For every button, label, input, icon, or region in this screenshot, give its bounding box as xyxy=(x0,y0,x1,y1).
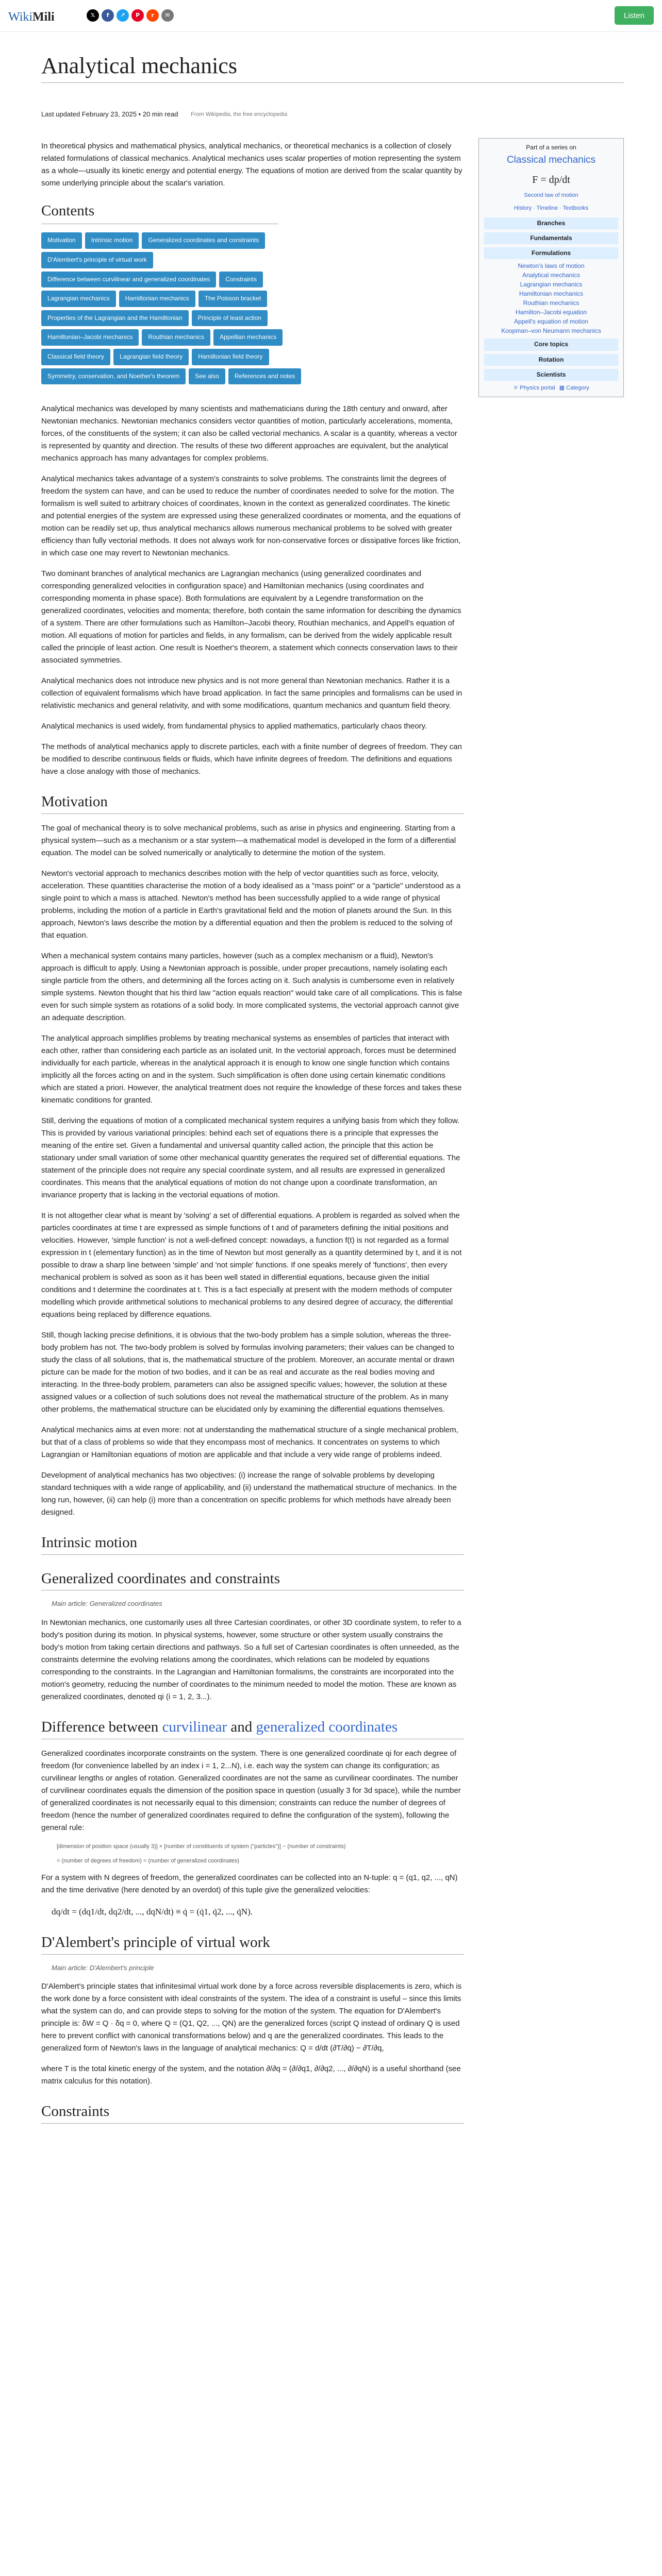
toc-item[interactable]: Hamiltonian mechanics xyxy=(119,291,195,307)
sidebar-links[interactable]: History · Timeline · Textbooks xyxy=(514,205,589,212)
paragraph: The methods of analytical mechanics apply to discrete particles, each with a finite number of degrees of freedom. They can be modified to describe continuous fields or fluids, which have infinite degrees of freedom. The definitions and equations have a close analogy with those of mechanics. xyxy=(41,742,462,776)
portal-link[interactable]: ⚛ Physics portal xyxy=(513,384,555,391)
paragraph: Still, though lacking precise definitions, it is obvious that the two-body problem has a simple solution, whereas the three-body problem has not. The two-body problem is solved by formulas involving parameters; their values can be changed to study the class of all solutions, that is, the mathematical structure of the problem. Moreover, an accurate mental or drawn picture can be made for the motion of two bodies, and it can be as real and accurate as the real bodies moving and interacting. In the three-body problem, parameters can also be assigned specific values; however, the solution at these assigned values or a collection of such solutions does not reveal the mathematical structure of the problem. As in many other problems, the mathematical structure can be elucidated only by examining the differential equations themselves. xyxy=(41,1330,455,1414)
paragraph: Two dominant branches of analytical mechanics are Lagrangian mechanics (using generalized coordinates and corresponding generalized velocities in configuration space) and Hamiltonian mechanics (using coordinates and corresponding momenta in phase space). Both formulations are equivalent by a Legendre transformation on the generalized coordinates, velocities and momenta; therefore, both contain the same information for describing the dynamics of a system. There are other formulations such as Hamilton–Jacobi theory, Routhian mechanics, and Appell's equation of motion. All equations of motion for particles and fields, in any formalism, can be derived from the widely applicable result called the principle of least action. One result is Noether's theorem, a statement which connects conservation laws to their associated symmetries. xyxy=(41,569,461,665)
sidebar-item[interactable]: Newton's laws of motion xyxy=(518,262,585,270)
toc-item[interactable]: Hamiltonian field theory xyxy=(192,349,269,365)
sidebar-item[interactable]: Appell's equation of motion xyxy=(514,318,588,326)
toc-item[interactable]: Lagrangian field theory xyxy=(113,349,189,365)
paragraph: Still, deriving the equations of motion of a complicated mechanical system requires a unifying basis from which they follow. This is provided by various variational principles: behind each set of equations there is a principle that expresses the meaning of the entire set. Given a fundamental and universal quantity called action, the principle that this action be stationary under small variation of some other mechanical quantity generates the required set of differential equations. The statement of the principle does not require any special coordinate system, and all results are expressed in generalized coordinates. This means that the analytical equations of motion do not change upon a coordinate transformation, an invariance property that is lacking in the vectorial equations of motion. xyxy=(41,1116,460,1199)
velocity-equation: dq/dt = (dq1/dt, dq2/dt, ..., dqN/dt) ≡ q̇ = (q̇1, q̇2, ..., q̇N). xyxy=(52,1906,253,1917)
sidebar-item[interactable]: Hamilton–Jacobi equation xyxy=(515,309,587,316)
paragraph: Analytical mechanics aims at even more: not at understanding the mathematical structure of a single mechanical problem, but that of a class of problems so wide that they encompass most of mechanics. It concentrates on systems to which Lagrangian or Hamiltonian equations of motion are applicable and that include a very wide range of problems indeed. xyxy=(41,1425,458,1459)
heading-dalembert: D'Alembert's principle of virtual work xyxy=(41,1933,464,1955)
toc-item[interactable]: Generalized coordinates and constraints xyxy=(142,232,265,249)
toc-item[interactable]: Routhian mechanics xyxy=(142,329,210,346)
share-icon[interactable]: ↗ xyxy=(117,9,129,22)
sidebar-part-of: Part of a series on xyxy=(526,144,576,151)
article-content xyxy=(41,140,464,2132)
heading-intrinsic-motion: Intrinsic motion xyxy=(41,1533,464,1555)
series-sidebar xyxy=(478,138,624,397)
paragraph: The goal of mechanical theory is to solve mechanical problems, such as arise in physics and engineering. Starting from a physical system—such as a mechanism or a star system—a mathematical model is developed in the form of a differential equation. The model can be solved numerically or analytically to determine the motion of the system. xyxy=(41,823,456,857)
category-icon: ▦ xyxy=(559,384,565,391)
generalized-link[interactable]: generalized coordinates xyxy=(256,1719,398,1735)
lead-paragraph: In theoretical physics and mathematical physics, analytical mechanics, or theoretical mechanics is a collection of closely related formulations of classical mechanics. Analytical mechanics uses scalar properties of motion representing the system as a whole—usually its kinetic energy and potential energy. The equations of motion are derived from the scalar quantity by some underlying principle about the scalar's variation. xyxy=(41,142,462,188)
social-share-bar xyxy=(87,9,174,22)
toc-item[interactable]: Classical field theory xyxy=(41,349,110,365)
toc-item[interactable]: Hamiltonian–Jacobi mechanics xyxy=(41,329,139,346)
toc-item[interactable]: Appellian mechanics xyxy=(213,329,283,346)
table-of-contents xyxy=(41,232,309,384)
sidebar-equation: F = dp/dt xyxy=(532,174,570,185)
toc-item[interactable]: The Poisson bracket xyxy=(198,291,267,307)
title-divider xyxy=(41,82,624,83)
toc-item[interactable]: Lagrangian mechanics xyxy=(41,291,116,307)
toc-item[interactable]: Motivation xyxy=(41,232,82,249)
sidebar-item[interactable]: Routhian mechanics xyxy=(523,299,580,307)
category-link[interactable]: ▦ Category xyxy=(559,384,589,391)
intro-section xyxy=(41,403,464,778)
paragraph: For a system with N degrees of freedom, the generalized coordinates can be collected into an N-tuple: q = (q1, q2, ..., qN) and the time derivative (here denoted by an overdot) of this tuple give the generalized velocities: xyxy=(41,1873,458,1894)
paragraph: Analytical mechanics is used widely, from fundamental physics to applied mathematics, particularly chaos theory. xyxy=(41,722,427,731)
email-icon[interactable]: ✉ xyxy=(161,9,174,22)
paragraph: where T is the total kinetic energy of the system, and the notation ∂/∂q = (∂/∂q1, ∂/∂q2, ..., ∂/∂qN) is a useful shorthand (see matrix calculus for this notation). xyxy=(41,2064,461,2086)
toc-item[interactable]: Principle of least action xyxy=(192,310,268,327)
paragraph: Newton's vectorial approach to mechanics describes motion with the help of vector quantities such as force, velocity, acceleration. These quantities characterise the motion of a body idealised as a "mass point" or a "particle" understood as a single point to which a mass is attached. Newton's method has been successfully applied to a wide range of physical problems, including the motion of a particle in Earth's gravitational field and the motion of planets around the Sun. In this approach, Newton's laws describe the motion by a differential equation and then the problem is reduced to the solving of that equation. xyxy=(41,869,461,940)
heading-generalized-coordinates: Generalized coordinates and constraints xyxy=(41,1569,464,1591)
site-logo[interactable]: WikiMili xyxy=(8,10,55,24)
paragraph: D'Alembert's principle states that infinitesimal virtual work done by a force across reversible displacements is zero, which is the work done by a force consistent with ideal constraints of the system. The idea of a constraint is useful – since this limits what the system can do, and can provide steps to solving for the motion of the system. The equation for D'Alembert's principle is: δW = Q · δq = 0, where Q = (Q1, Q2, ..., QN) are the generalized forces (script Q instead of ordinary Q is used here to prevent conflict with canonical transformations below) and q are the generalized coordinates. This leads to the generalized form of Newton's laws in the language of analytical mechanics: Q = d/dt (∂T/∂q̇) − ∂T/∂q, xyxy=(41,1982,462,2053)
rule-line-1: [dimension of position space (usually 3)] × [number of constituents of system ("particles")] − (number of constraints) xyxy=(57,1843,346,1850)
motivation-section xyxy=(41,822,464,1519)
last-updated: Last updated February 23, 2025 • 20 min read xyxy=(41,110,178,118)
pinterest-icon[interactable]: P xyxy=(131,9,144,22)
hatnote-generalized[interactable]: Main article: Generalized coordinates xyxy=(52,1600,162,1608)
heading-difference: Difference between curvilinear and generalized coordinates xyxy=(41,1718,464,1739)
paragraph: It is not altogether clear what is meant by 'solving' a set of differential equations. A problem is regarded as solved when the particles coordinates at time t are expressed as simple functions of t and of parameters defining the initial positions and velocities. However, 'simple function' is not a well-defined concept: nowadays, a function f(t) is not regarded as a formal expression in t (elementary function) as in the time of Newton but most generally as a quantity determined by t, and it is not possible to draw a sharp line between 'simple' and 'not simple' functions. If one speaks merely of 'functions', then every mechanical problem is solved as soon as it has been well stated in differential equations, because given the initial conditions and t determine the coordinates at t. This is a fact especially at present with the modern methods of computer modelling which provide arithmetical solutions to mechanical problems to any desired degree of accuracy, the differential equations being replaced by difference equations. xyxy=(41,1211,462,1319)
sidebar-section-heading[interactable]: Fundamentals xyxy=(484,232,618,244)
paragraph: The analytical approach simplifies problems by treating mechanical systems as ensembles of particles that interact with each other, rather than considering each particle as an isolated unit. In the vectorial approach, forces must be determined individually for each particle, whereas in the analytical approach it is enough to know one single function which contains implicitly all the forces acting on and in the system. Such simplification is often done using certain kinematic conditions which are stated a priori. However, the analytical treatment does not require the knowledge of these forces and takes these kinematic conditions for granted. xyxy=(41,1033,462,1105)
sidebar-item[interactable]: Analytical mechanics xyxy=(522,272,581,279)
toc-item[interactable]: Intrinsic motion xyxy=(85,232,139,249)
sidebar-series-title[interactable]: Classical mechanics xyxy=(506,155,596,166)
sidebar-caption[interactable]: Second law of motion xyxy=(524,192,578,198)
toc-item[interactable]: D'Alembert's principle of virtual work xyxy=(41,252,153,268)
paragraph: When a mechanical system contains many particles, however (such as a complex mechanism or a fluid), Newton's approach is difficult to apply. Using a Newtonian approach is possible, under proper precautions, namely isolating each single particle from the others, and determining all the forces acting on it. Such analysis is cumbersome even in relatively simple systems. Newton thought that his third law "action equals reaction" would take care of all complications. This is false even for such simple system as rotations of a solid body. In more complicated systems, the vectorial approach cannot give an adequate description. xyxy=(41,951,462,1022)
curvilinear-link[interactable]: curvilinear xyxy=(162,1719,227,1735)
sidebar-section-heading[interactable]: Core topics xyxy=(484,338,618,350)
sidebar-section-heading[interactable]: Rotation xyxy=(484,354,618,366)
hatnote-dalembert[interactable]: Main article: D'Alembert's principle xyxy=(52,1963,154,1972)
sidebar-section-heading[interactable]: Scientists xyxy=(484,369,618,381)
x-icon[interactable]: 𝕏 xyxy=(87,9,99,22)
rule-line-2: = (number of degrees of freedom) = (number of generalized coordinates) xyxy=(57,1858,240,1865)
sidebar-footer xyxy=(484,384,618,393)
toc-item[interactable]: Symmetry, conservation, and Noether's theorem xyxy=(41,368,186,385)
listen-button[interactable]: Listen xyxy=(615,6,654,25)
heading-constraints: Constraints xyxy=(41,2102,464,2124)
facebook-icon[interactable]: f xyxy=(102,9,114,22)
paragraph: Generalized coordinates incorporate constraints on the system. There is one generalized coordinate qi for each degree of freedom (for convenience labelled by an index i = 1, 2...N), i.e. each way the system can change its configuration; as curvilinear lengths or angles of rotation. Generalized coordinates are not the same as curvilinear coordinates. The number of curvilinear coordinates equals the dimension of the position space in question (usually 3 for 3d space), while the number of generalized coordinates is not necessarily equal to this dimension; constraints can reduce the number of degrees of freedom (hence the number of generalized coordinates required to define the configuration of the system), following the general rule: xyxy=(41,1749,461,1832)
paragraph: Analytical mechanics was developed by many scientists and mathematicians during the 18th century and onward, after Newtonian mechanics. Newtonian mechanics considers vector quantities of motion, particularly accelerations, momenta, forces, of the constituents of the system; it can also be called vectorial mechanics. A scalar is a quantity, whereas a vector is represented by quantity and direction. The results of these two different approaches are equivalent, but the analytical mechanics approach has many advantages for complex problems. xyxy=(41,404,457,463)
toc-item[interactable]: References and notes xyxy=(228,368,301,385)
atom-icon: ⚛ xyxy=(513,384,519,391)
page-title: Analytical mechanics xyxy=(41,53,237,78)
sidebar-section-heading[interactable]: Branches xyxy=(484,217,618,229)
sidebar-item[interactable]: Koopman–von Neumann mechanics xyxy=(501,327,601,335)
paragraph: Analytical mechanics takes advantage of a system's constraints to solve problems. The constraints limit the degrees of freedom the system can have, and can be used to reduce the number of coordinates needed to solve for the motion. The formalism is well suited to arbitrary choices of coordinates, known in the context as generalized coordinates. The kinetic and potential energies of the system are expressed using these generalized coordinates or momenta, and the equations of motion can be readily set up, thus analytical mechanics allows numerous mechanical problems to be solved with greater efficiency than fully vectorial methods. It does not always work for non-conservative forces or dissipative forces like friction, in which case one may revert to Newtonian mechanics. xyxy=(41,474,461,558)
toc-item[interactable]: See also xyxy=(189,368,225,385)
paragraph: Analytical mechanics does not introduce new physics and is not more general than Newtonian mechanics. Rather it is a collection of equivalent formalisms which have broad application. In fact the same principles and formalisms can be used in relativistic mechanics and general relativity, and with some modifications, quantum mechanics and quantum field theory. xyxy=(41,676,462,710)
sidebar-sections xyxy=(484,217,618,381)
toc-item[interactable]: Difference between curvilinear and generalized coordinates xyxy=(41,272,216,288)
heading-motivation: Motivation xyxy=(41,792,464,814)
sidebar-section-heading[interactable]: Formulations xyxy=(484,247,618,259)
toc-item[interactable]: Properties of the Lagrangian and the Hamiltonian xyxy=(41,310,189,327)
toc-item[interactable]: Constraints xyxy=(219,272,263,288)
top-bar xyxy=(0,0,662,32)
reddit-icon[interactable]: r xyxy=(146,9,159,22)
contents-heading: Contents xyxy=(41,199,278,224)
source-note: From Wikipedia, the free encyclopedia xyxy=(191,111,288,117)
paragraph: Development of analytical mechanics has two objectives: (i) increase the range of solvable problems by developing standard techniques with a wide range of applicability, and (ii) understand the mathematical structure of mechanics. In the long run, however, (ii) can help (i) more than a concentration on specific problems for which methods have already been designed. xyxy=(41,1470,457,1517)
sidebar-item[interactable]: Hamiltonian mechanics xyxy=(519,290,584,298)
sidebar-item[interactable]: Lagrangian mechanics xyxy=(520,281,583,289)
paragraph: In Newtonian mechanics, one customarily uses all three Cartesian coordinates, or other 3D coordinate system, to refer to a body's position during its motion. In physical systems, however, some structure or other system usually constrains the body's motion from taking certain directions and pathways. So a full set of Cartesian coordinates is often unneeded, as the constraints determine the evolving relations among the coordinates, which relations can be modeled by equations corresponding to the constraints. In the Lagrangian and Hamiltonian formalisms, the constraints are incorporated into the motion's geometry, reducing the number of coordinates to the minimum needed to model the motion. These are known as generalized coordinates, denoted qi (i = 1, 2, 3...). xyxy=(41,1618,461,1701)
